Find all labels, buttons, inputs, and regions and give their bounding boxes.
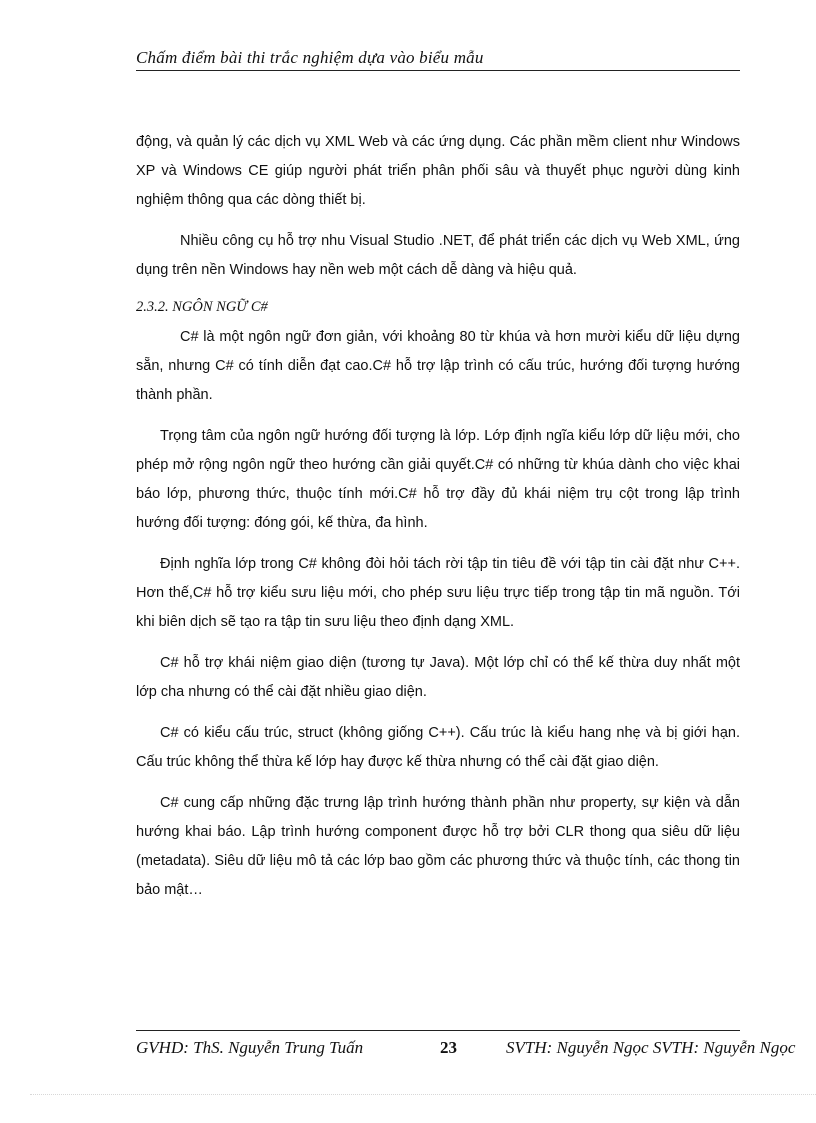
section-heading: 2.3.2. NGÔN NGỮ C# [136,299,268,315]
footer-divider [136,1030,740,1031]
paragraph-5: Định nghĩa lớp trong C# không đòi hỏi tách rời tập tin tiêu đề với tập tin cài đặt như C++. Hơn thế,C# hỗ trợ kiểu sưu liệu mới, cho phép sưu liệu trực tiếp trong tập tin mã nguồn. Tới khi biên dịch sẽ tạo ra tập tin sưu liệu theo định dạng XML. [136,556,740,630]
paragraph-8: C# cung cấp những đặc trưng lập trình hướng thành phần như property, sự kiện và dẫn hướng khai báo. Lập trình hướng component được hỗ trợ bởi CLR thong qua siêu dữ liệu (metadata). Siêu dữ liệu mô tả các lớp bao gồm các phương thức và thuộc tính, các thong tin bảo mật… [136,795,740,898]
page-number: 23 [440,1038,457,1057]
paragraph-7: C# có kiểu cấu trúc, struct (không giống C++). Cấu trúc là kiểu hang nhẹ và bị giới hạn. Cấu trúc không thể thừa kế lớp hay được kế thừa nhưng có thể cài đặt giao diện. [136,725,740,770]
paragraph-6: C# hỗ trợ khái niệm giao diện (tương tự Java). Một lớp chỉ có thể kế thừa duy nhất một lớp cha nhưng có thể cài đặt nhiều giao diện. [136,655,740,700]
footer-advisor: GVHD: ThS. Nguyễn Trung Tuấn [136,1038,364,1057]
page-footer [136,1038,816,1058]
header-divider [136,70,740,71]
paragraph-1: động, và quản lý các dịch vụ XML Web và các ứng dụng. Các phần mềm client như Windows XP và Windows CE giúp người phát triển phân phối sâu và thuyết phục người dùng kinh nghiệm thông qua các dòng thiết bị. [136,134,740,208]
footer-student: SVTH: Nguyễn Ngọc SVTH: Nguyễn Ngọc [506,1038,796,1057]
paragraph-4: Trọng tâm của ngôn ngữ hướng đối tượng là lớp. Lớp định ngĩa kiểu lớp dữ liệu mới, cho phép mở rộng ngôn ngữ theo hướng cần giải quyết.C# có những từ khúa dành cho việc khai báo lớp, phương thức, thuộc tính mới.C# hỗ trợ đầy đủ khái niệm trụ cột trong lập trình hướng đối tượng: đóng gói, kế thừa, đa hình. [136,428,740,531]
page-header-title: Chấm điểm bài thi trắc nghiệm dựa vào biểu mẫu [136,48,484,67]
page-edge-dotted-line [30,1094,816,1095]
paragraph-2: Nhiều công cụ hỗ trợ nhu Visual Studio .NET, để phát triển các dịch vụ Web XML, ứng dụng trên nền Windows hay nền web một cách dễ dàng và hiệu quả. [136,233,740,278]
paragraph-3: C# là một ngôn ngữ đơn giản, với khoảng 80 từ khúa và hơn mười kiểu dữ liệu dựng sẵn, nhưng C# có tính diễn đạt cao.C# hỗ trợ lập trình có cấu trúc, hướng đối tượng hướng thành phần. [136,329,740,403]
document-body [136,128,740,917]
